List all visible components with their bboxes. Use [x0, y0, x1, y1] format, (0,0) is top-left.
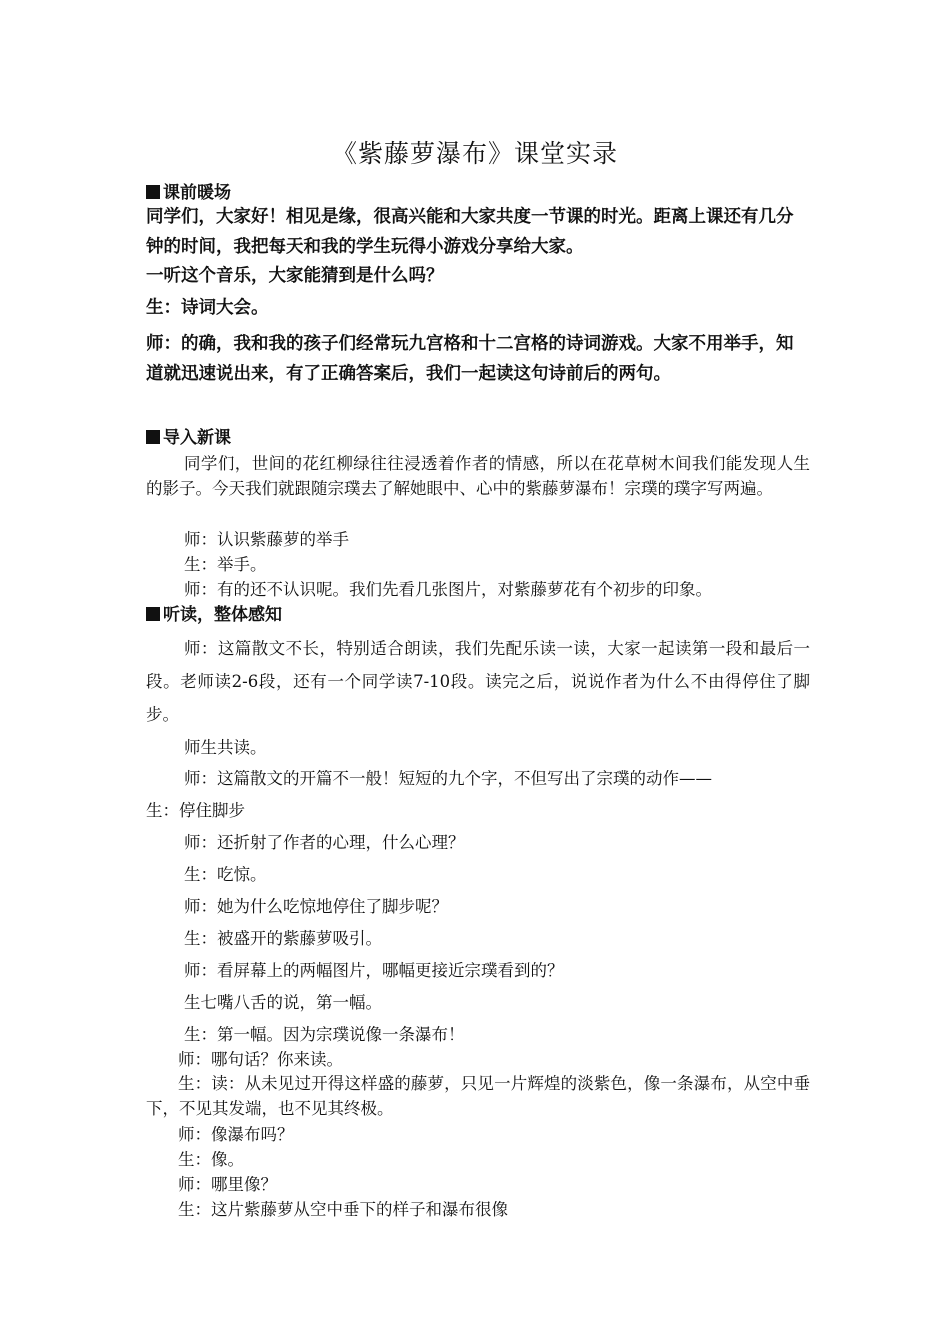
dialogue-line: 生：这片紫藤萝从空中垂下的样子和瀑布很像	[178, 1200, 508, 1219]
square-bullet-icon	[146, 430, 160, 444]
reading-paragraph	[146, 1071, 810, 1121]
dialogue-line: 师：认识紫藤萝的举手	[184, 530, 349, 549]
dialogue-line: 师生共读。	[184, 738, 267, 757]
dialogue-line: 师：像瀑布吗？	[178, 1125, 294, 1144]
dialogue-line: 师：她为什么吃惊地停住了脚步呢？	[184, 897, 448, 916]
section-heading-intro	[146, 423, 231, 448]
dialogue-line: 生：停住脚步	[146, 801, 245, 820]
intro-paragraph	[146, 451, 810, 501]
paragraph-text: 师：这篇散文不长，特别适合朗读，我们先配乐读一读，大家一起读第一段和最后一段。老师读2-6段，还有一个同学读7-10段。读完之后，说说作者为什么不由得停住了脚步。	[146, 639, 810, 724]
section-heading-label: 听读，整体感知	[163, 605, 282, 625]
paragraph-text: 同学们，世间的花红柳绿往往浸透着作者的情感，所以在花草树木间我们能发现人生的影子。今天我们就跟随宗璞去了解她眼中、心中的紫藤萝瀑布！宗璞的璞字写两遍。	[146, 454, 810, 498]
listen-paragraph	[146, 632, 810, 731]
section-heading-label: 导入新课	[163, 428, 231, 448]
dialogue-line: 师：有的还不认识呢。我们先看几张图片，对紫藤萝花有个初步的印象。	[184, 580, 712, 599]
dialogue-line: 生七嘴八舌的说，第一幅。	[184, 993, 382, 1012]
section-heading-listen	[146, 600, 282, 625]
page-title: 《紫藤萝瀑布》课堂实录	[331, 139, 618, 168]
dialogue-line: 生：吃惊。	[184, 865, 267, 884]
dialogue-line: 生：被盛开的紫藤萝吸引。	[184, 929, 382, 948]
square-bullet-icon	[146, 185, 160, 199]
warmup-paragraph: 一听这个音乐，大家能猜到是什么吗？	[146, 266, 444, 286]
paragraph-text: 生：读：从未见过开得这样盛的藤萝，只见一片辉煌的淡紫色，像一条瀑布，从空中垂下，不见其发端，也不见其终极。	[146, 1074, 810, 1118]
dialogue-line: 师：哪句话？你来读。	[178, 1050, 343, 1069]
warmup-paragraph: 同学们，大家好！相见是缘，很高兴能和大家共度一节课的时光。距离上课还有几分钟的时间，我把每天和我的学生玩得小游戏分享给大家。	[146, 207, 794, 257]
dialogue-line: 师：这篇散文的开篇不一般！短短的九个字，不但写出了宗璞的动作——	[184, 769, 712, 788]
dialogue-line: 师：哪里像？	[178, 1175, 277, 1194]
square-bullet-icon	[146, 607, 160, 621]
dialogue-line: 师：还折射了作者的心理，什么心理？	[184, 833, 465, 852]
dialogue-line: 生：像。	[178, 1150, 244, 1169]
dialogue-line: 生：第一幅。因为宗璞说像一条瀑布！	[184, 1025, 465, 1044]
dialogue-line: 生：举手。	[184, 555, 267, 574]
section-heading-label: 课前暖场	[163, 183, 231, 203]
warmup-paragraph: 师：的确，我和我的孩子们经常玩九宫格和十二宫格的诗词游戏。大家不用举手，知道就迅速说出来，有了正确答案后，我们一起读这句诗前后的两句。	[146, 334, 794, 384]
section-heading-warmup	[146, 178, 231, 203]
dialogue-line: 师：看屏幕上的两幅图片，哪幅更接近宗璞看到的？	[184, 961, 564, 980]
warmup-paragraph: 生：诗词大会。	[146, 298, 269, 318]
warmup-block	[146, 202, 810, 389]
